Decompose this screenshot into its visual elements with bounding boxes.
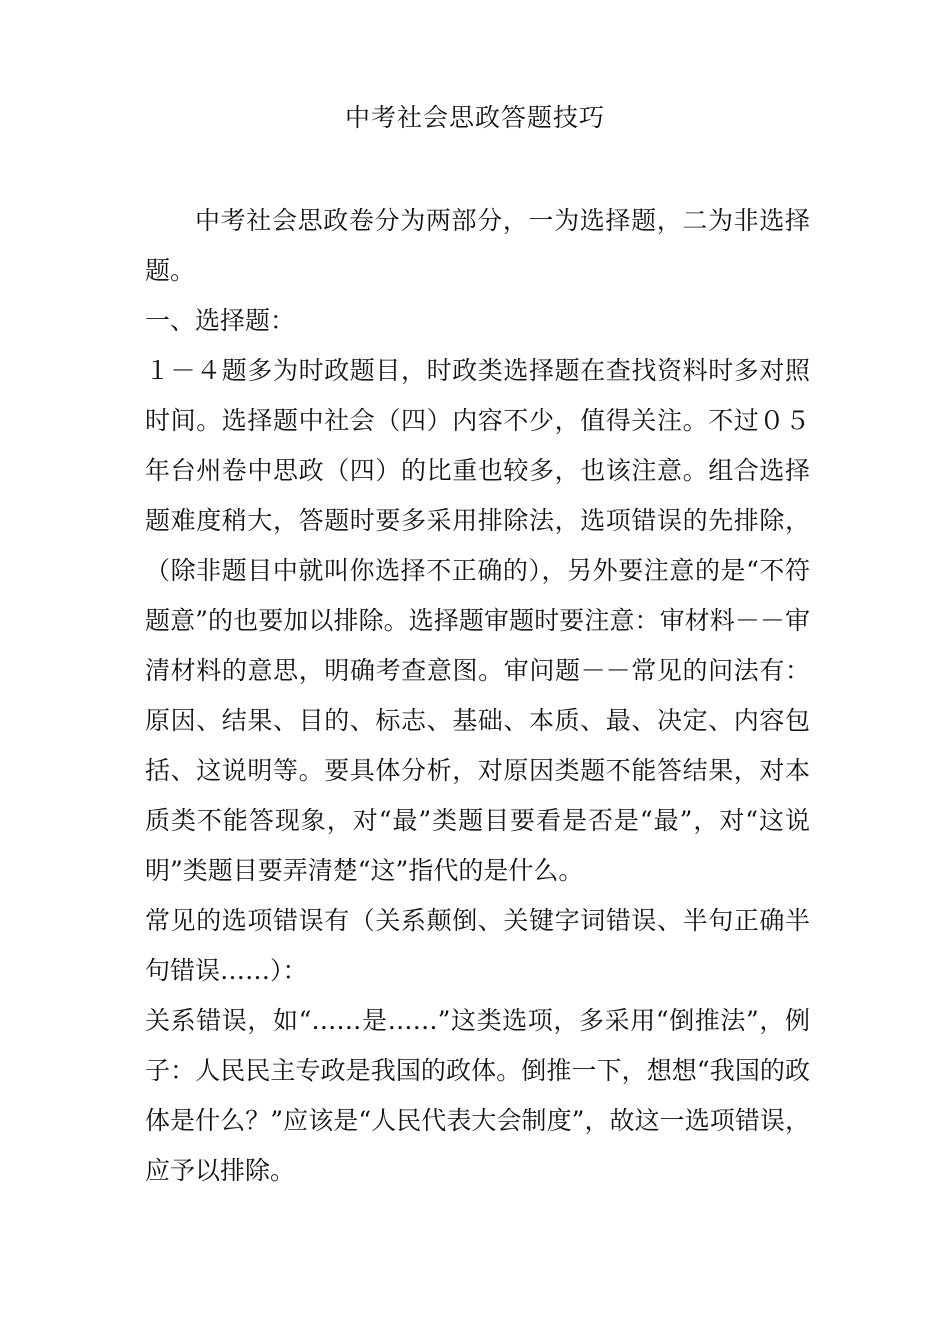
document-body — [145, 196, 810, 1196]
common-errors-paragraph: 常见的选项错误有（关系颠倒、关键字词错误、半句正确半句错误……）： — [145, 906, 810, 985]
intro-paragraph: 中考社会思政卷分为两部分，一为选择题，二为非选择题。 — [145, 206, 810, 285]
relation-error-paragraph: 关系错误，如“……是……”这类选项，多采用“倒推法”，例子：人民民主专政是我国的政体。倒推一下，想想“我国的政体是什么？”应该是“人民代表大会制度”，故这一选项错误，应予以排除。 — [145, 1006, 810, 1185]
document-title: 中考社会思政答题技巧 — [344, 103, 605, 132]
choice-tips-paragraph: １－４题多为时政题目，时政类选择题在查找资料时多对照时间。选择题中社会（四）内容不少，值得关注。不过０５年台州卷中思政（四）的比重也较多，也该注意。组合选择题难度稍大，答题时要多采用排除法，选项错误的先排除，（除非题目中就叫你选择不正确的），另外要注意的是“不符题意”的也要加以排除。选择题审题时要注意：审材料－－审清材料的意思，明确考查意图。审问题－－常见的问法有：原因、结果、目的、标志、基础、本质、最、决定、内容包括、这说明等。要具体分析，对原因类题不能答结果，对本质类不能答现象，对“最”类题目要看是否是“最”，对“这说明”类题目要弄清楚“这”指代的是什么。 — [145, 356, 810, 885]
section-heading-choice: 一、选择题： — [145, 306, 296, 335]
